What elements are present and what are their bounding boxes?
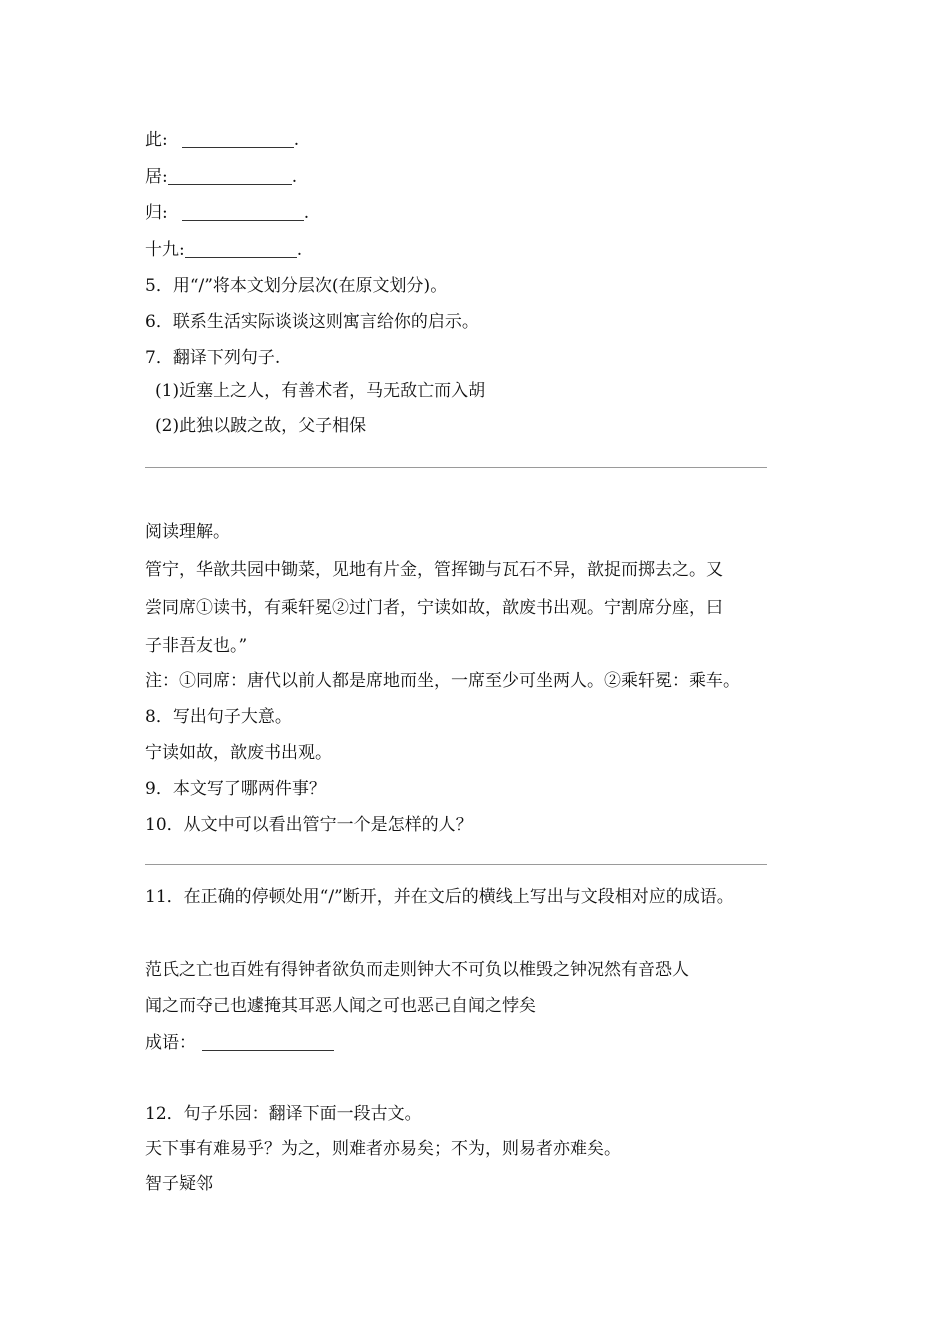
divider-line (145, 864, 767, 865)
vocab-item-ju: 居: . (145, 167, 298, 187)
question-7-sentence-1: (1)近塞上之人，有善术者，马无敌亡而入胡 (155, 381, 486, 401)
question-8-sentence: 宁读如故，歆废书出观。 (145, 743, 332, 763)
question-7: 7．翻译下列句子. (145, 348, 281, 368)
vocab-item-gui: 归: . (145, 203, 310, 223)
question-7-sentence-2: (2)此独以跛之故，父子相保 (155, 416, 367, 436)
passage-note: 注：①同席：唐代以前人都是席地而坐，一席至少可坐两人。②乘轩冕：乘车。 (145, 671, 740, 691)
answer-blank[interactable] (182, 204, 304, 221)
question-9: 9．本文写了哪两件事？ (145, 779, 326, 799)
answer-blank[interactable] (182, 131, 294, 148)
question-6: 6．联系生活实际谈谈这则寓言给你的启示。 (145, 312, 479, 332)
next-title: 智子疑邻 (145, 1174, 213, 1194)
section-heading: 阅读理解。 (145, 522, 230, 542)
q12-text: 天下事有难易乎？为之，则难者亦易矣；不为，则易者亦难矣。 (145, 1139, 621, 1159)
question-10: 10．从文中可以看出管宁一个是怎样的人？ (145, 815, 473, 835)
vocab-item-shijiu: 十九: . (145, 240, 303, 260)
vocab-item-ci: 此: . (145, 130, 300, 150)
q11-text-line-1: 范氏之亡也百姓有得钟者欲负而走则钟大不可负以椎毁之钟况然有音恐人 (145, 960, 689, 980)
answer-blank[interactable] (185, 241, 297, 258)
question-8: 8．写出句子大意。 (145, 707, 292, 727)
question-5: 5．用“/”将本文划分层次(在原文划分)。 (145, 276, 448, 296)
passage-line-1: 管宁，华歆共园中锄菜，见地有片金，管挥锄与瓦石不异，歆捉而掷去之。又 (145, 560, 723, 580)
q11-text-line-2: 闻之而夺己也遽掩其耳恶人闻之可也恶己自闻之悖矣 (145, 996, 536, 1016)
question-12: 12．句子乐园：翻译下面一段古文。 (145, 1104, 422, 1124)
divider-line (145, 467, 767, 468)
idiom-answer: 成语： (145, 1031, 334, 1055)
passage-line-3: 子非吾友也。” (145, 636, 248, 656)
idiom-answer-blank[interactable] (202, 1034, 334, 1051)
question-11: 11．在正确的停顿处用“/”断开，并在文后的横线上写出与文段相对应的成语。 (145, 887, 734, 907)
answer-blank[interactable] (168, 168, 292, 185)
passage-line-2: 尝同席①读书，有乘轩冕②过门者，宁读如故，歆废书出观。宁割席分座，曰 (145, 598, 723, 618)
